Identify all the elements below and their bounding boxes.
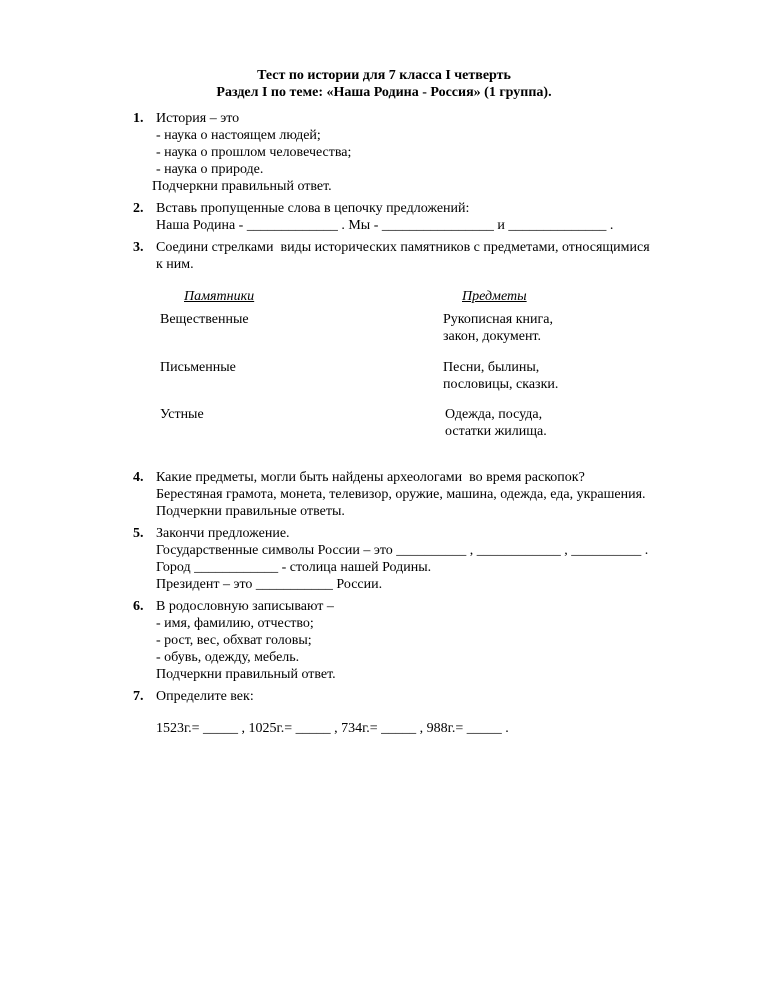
item-group: закон, документ. (443, 329, 541, 344)
monument-type: Вещественные (160, 312, 249, 327)
question-text: к ним. (156, 257, 194, 272)
item-group: остатки жилища. (445, 424, 547, 439)
answer-option: - наука о настоящем людей; (156, 128, 321, 143)
answer-option: - имя, фамилию, отчество; (156, 616, 314, 631)
title-line-1: Тест по истории для 7 класса I четверть (257, 68, 511, 83)
question-number: 7. (133, 689, 144, 704)
question-text: Закончи предложение. (156, 526, 290, 541)
question-number: 3. (133, 240, 144, 255)
fill-in-line: Государственные символы России – это __________ , ____________ , __________ . (156, 543, 649, 558)
monument-type: Письменные (160, 360, 236, 375)
question-text: В родословную записывают – (156, 599, 334, 614)
item-group: Песни, былины, (443, 360, 540, 375)
column-header-monuments: Памятники (184, 289, 255, 304)
answer-option: - наука о природе. (156, 162, 264, 177)
question-number: 5. (133, 526, 144, 541)
fill-in-line: Город ____________ - столица нашей Родины. (156, 560, 432, 575)
question-number: 6. (133, 599, 144, 614)
item-group: пословицы, сказки. (443, 377, 559, 392)
fill-in-line: Наша Родина - _____________ . Мы - ________________ и ______________ . (156, 218, 614, 233)
item-group: Одежда, посуда, (445, 407, 543, 422)
fill-in-line: 1523г.= _____ , 1025г.= _____ , 734г.= _____ , 988г.= _____ . (156, 721, 509, 736)
question-text: Определите век: (156, 689, 254, 704)
question-text: Соедини стрелками виды исторических памятников с предметами, относящимися (156, 240, 650, 255)
question-number: 1. (133, 111, 144, 126)
column-header-items: Предметы (462, 289, 527, 304)
question-number: 2. (133, 201, 144, 216)
fill-in-line: Президент – это ___________ России. (156, 577, 383, 592)
question-text: Вставь пропущенные слова в цепочку предложений: (156, 201, 470, 216)
item-group: Рукописная книга, (443, 312, 553, 327)
instruction-text: Подчеркни правильные ответы. (156, 504, 345, 519)
answer-option: - наука о прошлом человечества; (156, 145, 352, 160)
monument-type: Устные (160, 407, 204, 422)
question-number: 4. (133, 470, 144, 485)
instruction-text: Подчеркни правильный ответ. (152, 179, 332, 194)
title-line-2: Раздел I по теме: «Наша Родина - Россия» (1 группа). (216, 85, 552, 100)
instruction-text: Подчеркни правильный ответ. (156, 667, 336, 682)
item-list: Берестяная грамота, монета, телевизор, оружие, машина, одежда, еда, украшения. (156, 487, 646, 502)
question-text: Какие предметы, могли быть найдены археологами во время раскопок? (156, 470, 585, 485)
question-text: История – это (156, 111, 240, 126)
answer-option: - обувь, одежду, мебель. (156, 650, 300, 665)
answer-option: - рост, вес, обхват головы; (156, 633, 312, 648)
